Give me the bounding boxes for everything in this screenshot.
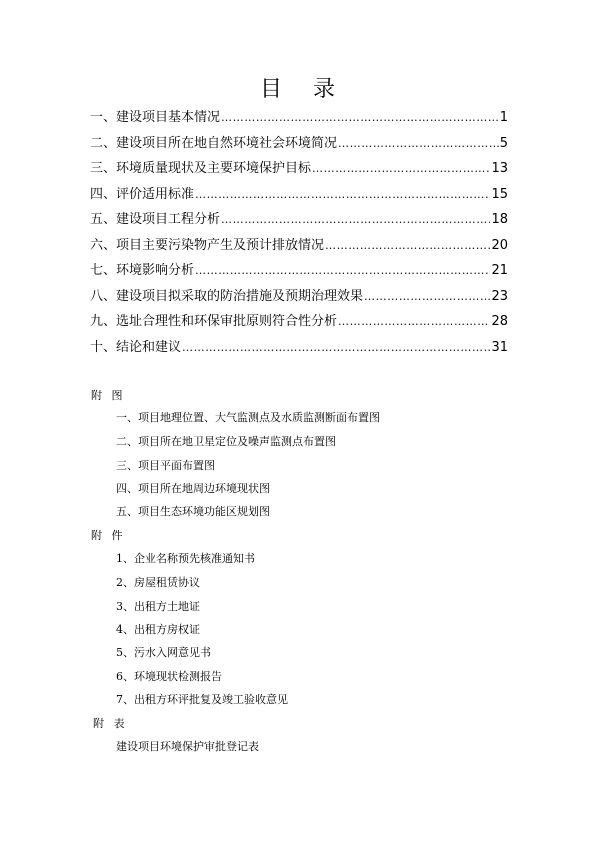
toc-entry[interactable] [90,234,508,260]
toc-entry[interactable] [90,183,508,209]
attachment-item: 2、房屋租赁协议 [116,576,200,589]
toc-entry-page: 15 [491,186,508,202]
toc-leader-dots [221,111,499,124]
toc-leader-dots [325,239,490,252]
toc-entry-label: 五、建设项目工程分析 [90,212,221,227]
figure-item: 二、项目所在地卫星定位及噪声监测点布置图 [116,435,336,448]
toc-entry[interactable] [90,208,508,234]
toc-entry-page: 18 [491,212,508,227]
toc-entry-label: 三、环境质量现状及主要环境保护目标 [90,161,312,176]
toc-entry-label: 九、选址合理性和环保审批原则符合性分析 [90,314,338,329]
toc-leader-dots [338,315,490,328]
toc-entry-page: 31 [491,339,508,355]
table-item: 建设项目环境保护审批登记表 [116,740,259,753]
toc-entry[interactable] [90,132,508,158]
toc-leader-dots [338,137,499,150]
toc-leader-dots [312,162,490,175]
toc-leader-dots [364,290,490,303]
attachments-heading: 附 件 [91,529,126,542]
toc-entry-label: 八、建设项目拟采取的防治措施及预期治理效果 [90,288,364,304]
toc-entry-page: 21 [491,263,508,278]
toc-entry-page: 23 [491,288,508,304]
toc-entry-label: 二、建设项目所在地自然环境社会环境简况 [90,135,338,151]
toc-entry[interactable] [90,259,508,285]
figure-item: 三、项目平面布置图 [116,459,215,472]
toc-entry[interactable] [90,336,508,362]
toc-entry[interactable] [90,157,508,183]
toc-entry[interactable] [90,285,508,311]
attachment-item: 4、出租方房权证 [116,623,200,636]
toc-leader-dots [195,264,490,277]
toc-entry-label: 一、建设项目基本情况 [90,110,221,125]
figure-item: 五、项目生态环境功能区规划图 [116,505,270,518]
attachment-item: 5、污水入网意见书 [116,646,211,659]
attachment-item: 7、出租方环评批复及竣工验收意见 [116,693,288,706]
toc-entry-page: 20 [491,237,508,253]
toc-leader-dots [221,213,490,226]
toc-entry[interactable] [90,310,508,336]
toc-entry-page: 28 [491,314,508,329]
toc-entry[interactable] [90,106,508,132]
attachment-item: 3、出租方土地证 [116,600,200,613]
toc-leader-dots [182,341,490,354]
attachment-item: 1、企业名称预先核准通知书 [116,552,255,565]
attachment-item: 6、环境现状检测报告 [116,670,222,683]
figure-item: 一、项目地理位置、大气监测点及水质监测断面布置图 [116,411,380,424]
toc-entry-label: 十、结论和建议 [90,339,182,355]
toc-entry-label: 四、评价适用标准 [90,186,195,202]
toc-entry-page: 1 [499,110,508,125]
toc-leader-dots [195,188,490,201]
tables-heading: 附 表 [93,717,128,730]
toc-entry-label: 七、环境影响分析 [90,263,195,278]
figures-heading: 附 图 [91,389,126,402]
toc-entry-page: 13 [491,161,508,176]
toc-entry-page: 5 [499,135,508,151]
table-of-contents [90,106,508,361]
figure-item: 四、项目所在地周边环境现状图 [116,482,270,495]
toc-entry-label: 六、项目主要污染物产生及预计排放情况 [90,237,325,253]
page-title: 目 录 [260,77,347,102]
